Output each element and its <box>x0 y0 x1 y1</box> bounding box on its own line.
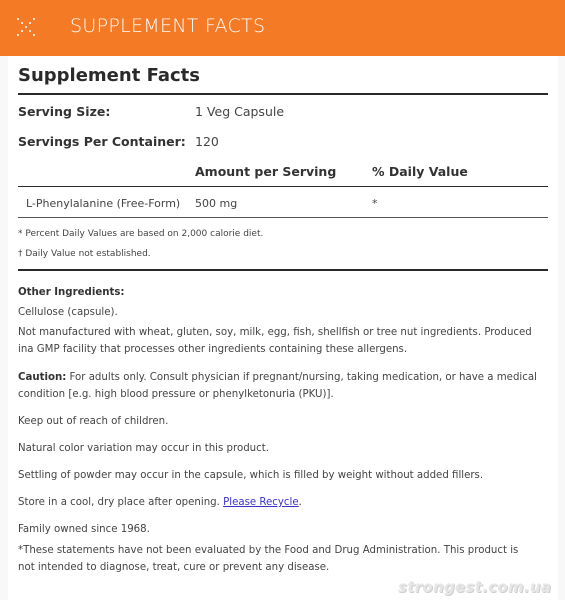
family-owned-statement: Family owned since 1968. <box>18 524 150 535</box>
fda-disclaimer: *These statements have not been evaluated by the Food and Drug Administration. This product is not intended to diagnose, treat, cure or prevent any disease. <box>18 545 519 573</box>
watermark: strongest.com.ua <box>398 578 552 596</box>
daily-value-header: % Daily Value <box>372 164 468 179</box>
daily-values-note: * Percent Daily Values are based on 2,000 calorie diet. <box>18 229 264 239</box>
caution-statement <box>18 369 538 403</box>
row-rule <box>18 217 548 218</box>
caution-label: Caution: <box>18 372 67 383</box>
supplement-facts-title: Supplement Facts <box>18 65 200 86</box>
amount-per-serving-header: Amount per Serving <box>195 164 337 179</box>
storage-statement <box>18 494 538 511</box>
not-established-note: † Daily Value not established. <box>18 249 151 259</box>
recycle-link[interactable]: Please Recycle <box>223 497 299 508</box>
close-x-icon[interactable] <box>16 17 36 37</box>
header-title: SUPPLEMENT FACTS <box>70 15 266 37</box>
keep-out-statement: Keep out of reach of children. <box>18 416 169 427</box>
other-ingredients-label: Other Ingredients: <box>18 287 125 298</box>
other-ingredients-value: Cellulose (capsule). <box>18 307 118 318</box>
facts-bottom-rule <box>18 269 548 271</box>
allergen-statement: Not manufactured with wheat, gluten, soy, milk, egg, fish, shellfish or tree nut ingredients. Produced ina GMP facility that processes other ingredients containing these allergens. <box>18 327 532 355</box>
serving-size-value: 1 Veg Capsule <box>195 104 285 119</box>
settling-statement: Settling of powder may occur in the capsule, which is filled by weight without added fillers. <box>18 470 484 481</box>
title-rule <box>18 93 548 95</box>
servings-per-container-label: Servings Per Container: <box>18 134 186 149</box>
table-rule <box>18 186 548 187</box>
storage-text-end: . <box>298 497 302 508</box>
header-bar <box>0 0 565 56</box>
servings-per-container-value: 120 <box>195 134 219 149</box>
color-variation-statement: Natural color variation may occur in this product. <box>18 443 269 454</box>
ingredient-amount: 500 mg <box>195 197 238 210</box>
serving-size-label: Serving Size: <box>18 104 111 119</box>
ingredient-dv: * <box>372 197 378 210</box>
caution-text: For adults only. Consult physician if pregnant/nursing, taking medication, or have a medical condition [e.g. high blood pressure or phenylketonuria (PKU)]. <box>18 372 537 400</box>
storage-text: Store in a cool, dry place after opening. <box>18 497 224 508</box>
ingredient-name: L-Phenylalanine (Free-Form) <box>26 197 181 210</box>
